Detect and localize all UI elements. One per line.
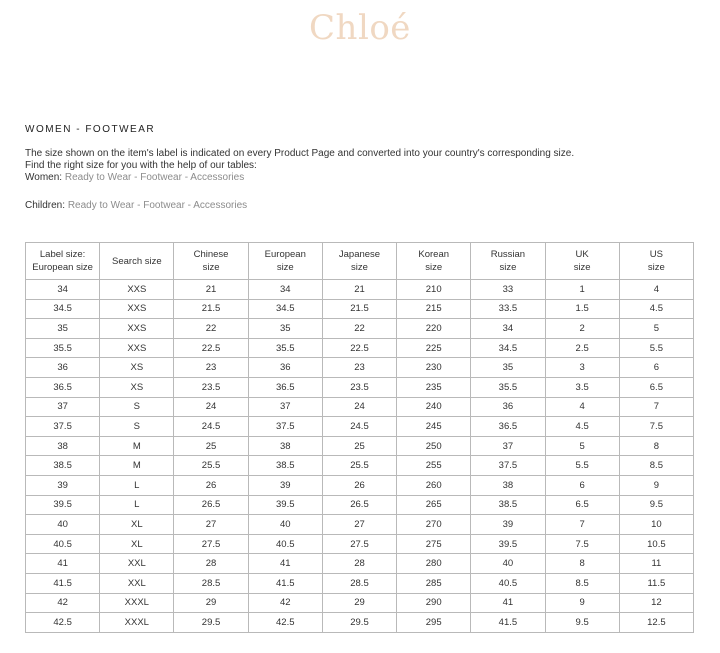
table-cell: 35 xyxy=(26,319,100,339)
table-row xyxy=(26,554,694,574)
table-cell: 7 xyxy=(619,397,693,417)
table-cell: XXS xyxy=(100,280,174,300)
table-cell: 27.5 xyxy=(322,534,396,554)
children-links-row xyxy=(25,200,705,212)
table-cell: 215 xyxy=(397,299,471,319)
table-cell: 34.5 xyxy=(26,299,100,319)
separator: - xyxy=(134,200,144,211)
table-row xyxy=(26,280,694,300)
table-cell: 22 xyxy=(322,319,396,339)
table-cell: M xyxy=(100,436,174,456)
column-header: Russian size xyxy=(471,243,545,280)
table-row xyxy=(26,417,694,437)
intro-line-2: Find the right size for you with the help of our tables: xyxy=(25,160,257,171)
table-cell: 12 xyxy=(619,593,693,613)
column-header: Label size: European size xyxy=(26,243,100,280)
table-cell: 270 xyxy=(397,515,471,535)
table-cell: 22 xyxy=(174,319,248,339)
table-cell: 4.5 xyxy=(545,417,619,437)
table-cell: 37.5 xyxy=(471,456,545,476)
table-cell: XXL xyxy=(100,573,174,593)
table-cell: 7.5 xyxy=(545,534,619,554)
table-row xyxy=(26,456,694,476)
table-cell: 34 xyxy=(248,280,322,300)
table-cell: 41.5 xyxy=(471,613,545,633)
table-cell: XS xyxy=(100,377,174,397)
table-cell: S xyxy=(100,397,174,417)
children-footwear-link[interactable]: Footwear xyxy=(143,200,185,211)
table-cell: 8.5 xyxy=(545,573,619,593)
table-cell: 7 xyxy=(545,515,619,535)
table-cell: XL xyxy=(100,534,174,554)
table-cell: 38 xyxy=(248,436,322,456)
table-cell: XXXL xyxy=(100,593,174,613)
table-cell: 41 xyxy=(26,554,100,574)
table-cell: 40.5 xyxy=(248,534,322,554)
table-cell: 28.5 xyxy=(322,573,396,593)
table-cell: 29.5 xyxy=(322,613,396,633)
table-cell: 21 xyxy=(322,280,396,300)
table-cell: 36 xyxy=(26,358,100,378)
table-cell: 22.5 xyxy=(174,338,248,358)
table-cell: 41 xyxy=(248,554,322,574)
table-cell: 285 xyxy=(397,573,471,593)
table-cell: 23.5 xyxy=(322,377,396,397)
table-row xyxy=(26,358,694,378)
column-header: Korean size xyxy=(397,243,471,280)
column-header: US size xyxy=(619,243,693,280)
table-cell: 38.5 xyxy=(471,495,545,515)
table-cell: 28 xyxy=(322,554,396,574)
table-cell: 42.5 xyxy=(248,613,322,633)
table-cell: 33.5 xyxy=(471,299,545,319)
children-ready-to-wear-link[interactable]: Ready to Wear xyxy=(67,200,135,211)
table-cell: 28 xyxy=(174,554,248,574)
table-cell: 27.5 xyxy=(174,534,248,554)
table-cell: 39 xyxy=(26,475,100,495)
table-row xyxy=(26,475,694,495)
table-cell: 24 xyxy=(322,397,396,417)
table-cell: 210 xyxy=(397,280,471,300)
separator: - xyxy=(131,172,141,183)
table-cell: 36.5 xyxy=(248,377,322,397)
table-cell: 9.5 xyxy=(545,613,619,633)
table-cell: 25 xyxy=(322,436,396,456)
table-cell: 36 xyxy=(471,397,545,417)
table-cell: 38.5 xyxy=(248,456,322,476)
women-ready-to-wear-link[interactable]: Ready to Wear xyxy=(64,172,132,183)
table-cell: 39.5 xyxy=(471,534,545,554)
table-cell: 235 xyxy=(397,377,471,397)
table-cell: 40 xyxy=(471,554,545,574)
women-links-row xyxy=(25,172,705,184)
table-cell: 1.5 xyxy=(545,299,619,319)
women-label: Women: xyxy=(25,172,63,183)
table-cell: 3 xyxy=(545,358,619,378)
table-cell: 40 xyxy=(26,515,100,535)
table-cell: 34.5 xyxy=(248,299,322,319)
table-cell: 5.5 xyxy=(545,456,619,476)
table-cell: 21.5 xyxy=(322,299,396,319)
table-cell: 37.5 xyxy=(26,417,100,437)
table-cell: 23 xyxy=(174,358,248,378)
table-cell: 4.5 xyxy=(619,299,693,319)
table-cell: 11 xyxy=(619,554,693,574)
table-cell: 23 xyxy=(322,358,396,378)
table-cell: 29 xyxy=(174,593,248,613)
intro-text xyxy=(25,148,705,212)
table-cell: 26.5 xyxy=(322,495,396,515)
table-cell: XS xyxy=(100,358,174,378)
table-cell: 35.5 xyxy=(26,338,100,358)
table-cell: 28.5 xyxy=(174,573,248,593)
children-label: Children: xyxy=(25,200,66,211)
table-cell: 36.5 xyxy=(471,417,545,437)
table-cell: 38 xyxy=(471,475,545,495)
table-cell: 35 xyxy=(248,319,322,339)
size-conversion-table xyxy=(25,242,694,633)
table-cell: 3.5 xyxy=(545,377,619,397)
women-footwear-link[interactable]: Footwear xyxy=(140,172,182,183)
column-header: Search size xyxy=(100,243,174,280)
table-cell: 35 xyxy=(471,358,545,378)
table-cell: XXS xyxy=(100,338,174,358)
table-cell: 40.5 xyxy=(26,534,100,554)
separator: - xyxy=(181,172,191,183)
table-cell: 4 xyxy=(545,397,619,417)
table-cell: 12.5 xyxy=(619,613,693,633)
table-cell: XXXL xyxy=(100,613,174,633)
intro-line-1: The size shown on the item's label is indicated on every Product Page and converted into your country's corresponding size. xyxy=(25,148,575,159)
table-cell: 220 xyxy=(397,319,471,339)
table-cell: 11.5 xyxy=(619,573,693,593)
table-cell: 5 xyxy=(619,319,693,339)
table-cell: M xyxy=(100,456,174,476)
table-cell: 6.5 xyxy=(545,495,619,515)
table-cell: 38 xyxy=(26,436,100,456)
table-cell: S xyxy=(100,417,174,437)
table-row xyxy=(26,613,694,633)
separator: - xyxy=(184,200,194,211)
table-cell: 24.5 xyxy=(322,417,396,437)
table-cell: 41 xyxy=(471,593,545,613)
table-cell: 6.5 xyxy=(619,377,693,397)
table-cell: 21 xyxy=(174,280,248,300)
table-cell: 275 xyxy=(397,534,471,554)
table-cell: 37 xyxy=(26,397,100,417)
table-cell: 295 xyxy=(397,613,471,633)
table-cell: XXS xyxy=(100,319,174,339)
table-row xyxy=(26,319,694,339)
table-cell: 42.5 xyxy=(26,613,100,633)
table-cell: 8.5 xyxy=(619,456,693,476)
table-cell: 290 xyxy=(397,593,471,613)
table-header-row xyxy=(26,243,694,280)
table-cell: 40.5 xyxy=(471,573,545,593)
table-cell: 39 xyxy=(248,475,322,495)
table-cell: 24.5 xyxy=(174,417,248,437)
table-cell: 27 xyxy=(174,515,248,535)
table-cell: 27 xyxy=(322,515,396,535)
table-cell: 9 xyxy=(619,475,693,495)
table-body xyxy=(26,280,694,633)
table-row xyxy=(26,573,694,593)
table-cell: 255 xyxy=(397,456,471,476)
table-cell: 34.5 xyxy=(471,338,545,358)
table-cell: 41.5 xyxy=(248,573,322,593)
table-cell: 1 xyxy=(545,280,619,300)
table-cell: 265 xyxy=(397,495,471,515)
children-accessories-link[interactable]: Accessories xyxy=(193,200,248,211)
column-header: European size xyxy=(248,243,322,280)
table-cell: 25.5 xyxy=(174,456,248,476)
table-cell: 21.5 xyxy=(174,299,248,319)
table-cell: 230 xyxy=(397,358,471,378)
table-cell: 29 xyxy=(322,593,396,613)
table-cell: 24 xyxy=(174,397,248,417)
table-cell: 9.5 xyxy=(619,495,693,515)
table-row xyxy=(26,515,694,535)
table-cell: 10.5 xyxy=(619,534,693,554)
table-cell: 36 xyxy=(248,358,322,378)
table-cell: 240 xyxy=(397,397,471,417)
table-row xyxy=(26,593,694,613)
table-cell: 41.5 xyxy=(26,573,100,593)
table-cell: L xyxy=(100,495,174,515)
table-cell: 29.5 xyxy=(174,613,248,633)
table-cell: 39.5 xyxy=(26,495,100,515)
table-row xyxy=(26,436,694,456)
section-title: WOMEN - FOOTWEAR xyxy=(25,124,156,135)
table-cell: 26 xyxy=(322,475,396,495)
table-row xyxy=(26,338,694,358)
table-row xyxy=(26,495,694,515)
table-cell: 25 xyxy=(174,436,248,456)
table-cell: 37 xyxy=(471,436,545,456)
column-header: Chinese size xyxy=(174,243,248,280)
table-cell: 26 xyxy=(174,475,248,495)
table-cell: 40 xyxy=(248,515,322,535)
table-cell: 26.5 xyxy=(174,495,248,515)
table-cell: 23.5 xyxy=(174,377,248,397)
table-cell: 37 xyxy=(248,397,322,417)
table-cell: 250 xyxy=(397,436,471,456)
table-cell: 37.5 xyxy=(248,417,322,437)
table-cell: 34 xyxy=(26,280,100,300)
table-cell: 2 xyxy=(545,319,619,339)
table-cell: 39.5 xyxy=(248,495,322,515)
table-cell: 42 xyxy=(248,593,322,613)
table-row xyxy=(26,377,694,397)
table-cell: L xyxy=(100,475,174,495)
table-cell: 22.5 xyxy=(322,338,396,358)
table-row xyxy=(26,397,694,417)
table-cell: 33 xyxy=(471,280,545,300)
table-cell: XXS xyxy=(100,299,174,319)
table-cell: 38.5 xyxy=(26,456,100,476)
table-cell: XL xyxy=(100,515,174,535)
table-cell: 35.5 xyxy=(248,338,322,358)
table-cell: 260 xyxy=(397,475,471,495)
table-cell: 245 xyxy=(397,417,471,437)
table-cell: 9 xyxy=(545,593,619,613)
table-cell: XXL xyxy=(100,554,174,574)
column-header: Japanese size xyxy=(322,243,396,280)
table-cell: 25.5 xyxy=(322,456,396,476)
table-cell: 10 xyxy=(619,515,693,535)
table-row xyxy=(26,534,694,554)
table-cell: 34 xyxy=(471,319,545,339)
table-cell: 36.5 xyxy=(26,377,100,397)
column-header: UK size xyxy=(545,243,619,280)
table-cell: 5 xyxy=(545,436,619,456)
table-cell: 225 xyxy=(397,338,471,358)
table-cell: 39 xyxy=(471,515,545,535)
table-cell: 280 xyxy=(397,554,471,574)
table-row xyxy=(26,299,694,319)
table-cell: 5.5 xyxy=(619,338,693,358)
table-cell: 8 xyxy=(619,436,693,456)
table-cell: 6 xyxy=(545,475,619,495)
table-cell: 8 xyxy=(545,554,619,574)
table-cell: 35.5 xyxy=(471,377,545,397)
table-cell: 6 xyxy=(619,358,693,378)
chloe-logo[interactable]: Chloé xyxy=(309,8,411,48)
table-cell: 42 xyxy=(26,593,100,613)
table-cell: 7.5 xyxy=(619,417,693,437)
women-accessories-link[interactable]: Accessories xyxy=(190,172,245,183)
table-cell: 2.5 xyxy=(545,338,619,358)
table-cell: 4 xyxy=(619,280,693,300)
